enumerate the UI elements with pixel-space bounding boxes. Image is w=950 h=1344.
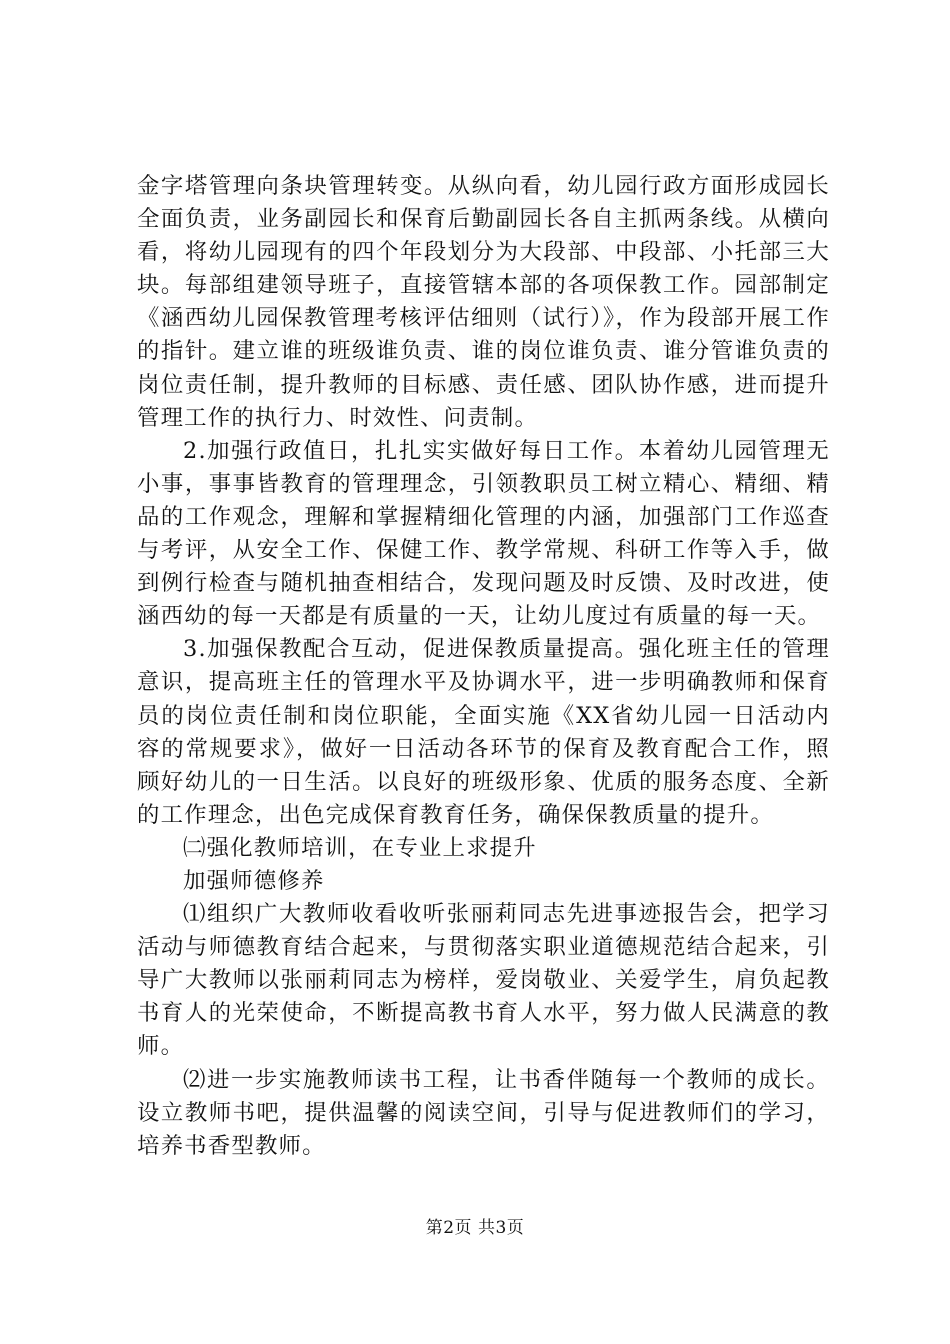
document-body	[137, 170, 830, 1163]
paragraph-management-structure: 金字塔管理向条块管理转变。从纵向看，幼儿园行政方面形成园长全面负责，业务副园长和保育后勤副园长各自主抓两条线。从横向看，将幼儿园现有的四个年段划分为大段部、中段部、小托部三大块。每部组建领导班子，直接管辖本部的各项保教工作。园部制定《涵西幼儿园保教管理考核评估细则（试行）》，作为段部开展工作的指针。建立谁的班级谁负责、谁的岗位谁负责、谁分管谁负责的岗位责任制，提升教师的目标感、责任感、团队协作感，进而提升管理工作的执行力、时效性、问责制。	[137, 173, 830, 431]
page-number-footer: 第2页 共3页	[425, 1218, 525, 1238]
paragraph-administrative-duty: 2.加强行政值日，扎扎实实做好每日工作。本着幼儿园管理无小事，事事皆教育的管理理念，引领教职员工树立精心、精细、精品的工作观念，理解和掌握精细化管理的内涵，加强部门工作巡查与考评，从安全工作、保健工作、教学常规、科研工作等入手，做到例行检查与随机抽查相结合，发现问题及时反馈、及时改进，使涵西幼的每一天都是有质量的一天，让幼儿度过有质量的每一天。	[137, 437, 830, 630]
section-heading-teacher-training: ㈡强化教师培训，在专业上求提升	[183, 834, 537, 861]
paragraph-reading-project: ⑵进一步实施教师读书工程，让书香伴随每一个教师的成长。设立教师书吧，提供温馨的阅读空间，引导与促进教师们的学习，培养书香型教师。	[137, 1066, 830, 1159]
paragraph-ethics-study: ⑴组织广大教师收看收听张丽莉同志先进事迹报告会，把学习活动与师德教育结合起来，与贯彻落实职业道德规范结合起来，引导广大教师以张丽莉同志为榜样，爱岗敬业、关爱学生，肩负起教书育人的光荣使命，不断提高教书育人水平，努力做人民满意的教师。	[137, 901, 830, 1060]
subheading-teacher-ethics: 加强师德修养	[183, 867, 325, 894]
paragraph-care-education-cooperation: 3.加强保教配合互动，促进保教质量提高。强化班主任的管理意识，提高班主任的管理水平及协调水平，进一步明确教师和保育员的岗位责任制和岗位职能，全面实施《XX省幼儿园一日活动内容的常规要求》，做好一日活动各环节的保育及教育配合工作，照顾好幼儿的一日生活。以良好的班级形象、优质的服务态度、全新的工作理念，出色完成保育教育任务，确保保教质量的提升。	[137, 636, 830, 828]
